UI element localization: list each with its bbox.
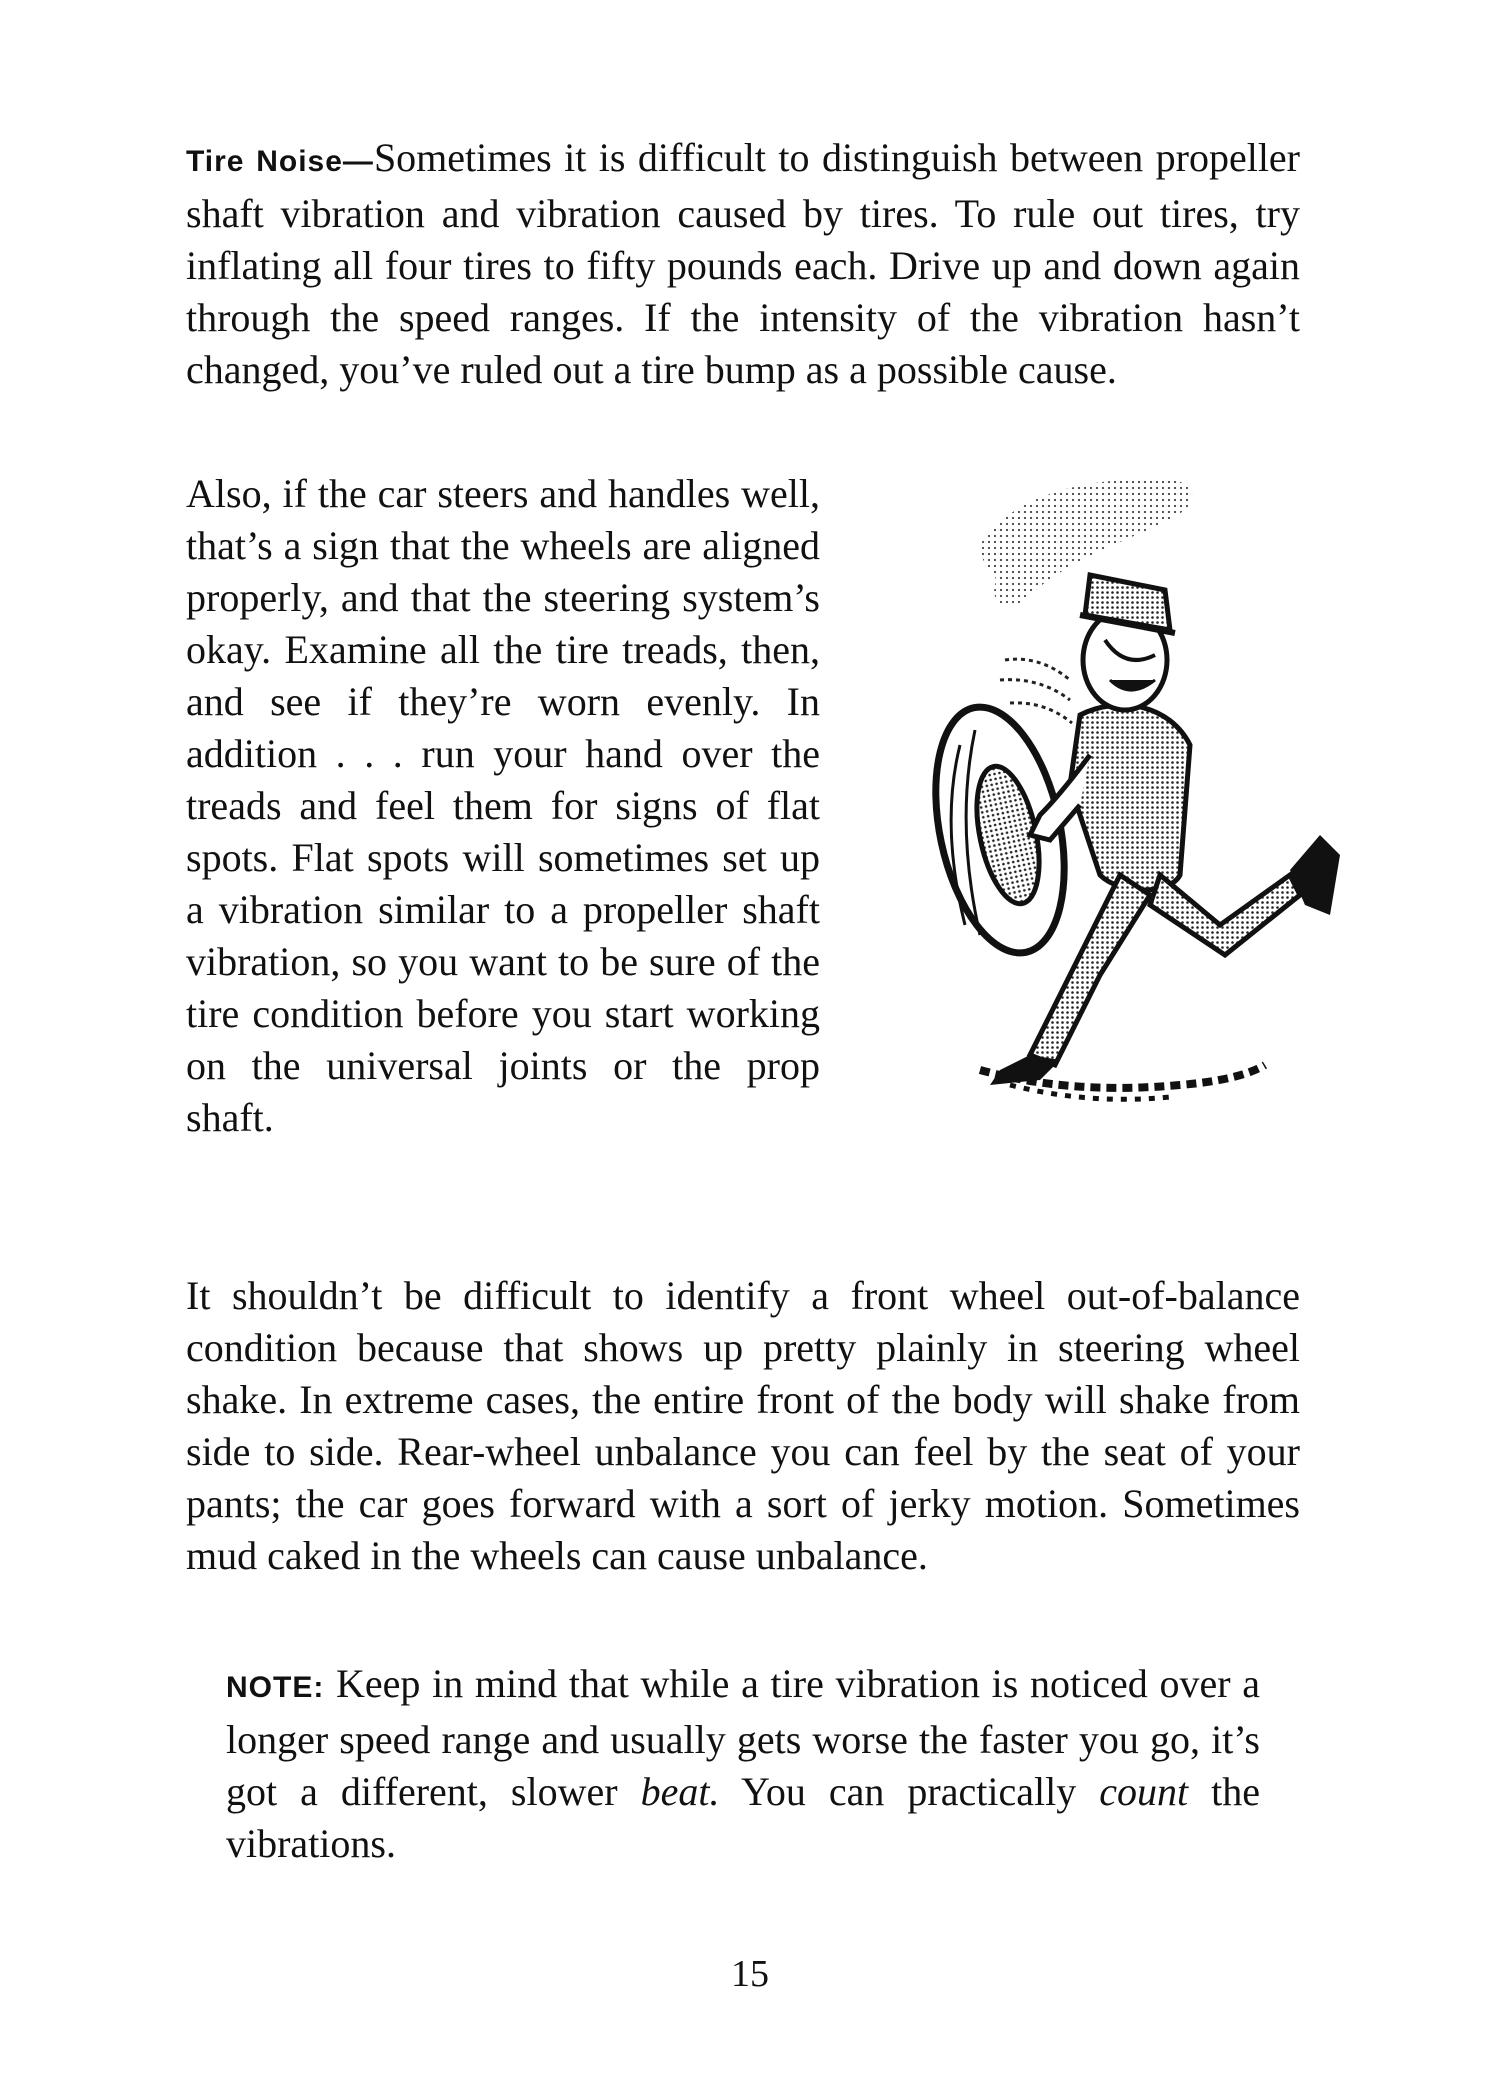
note-text: the vibrations. [226,1769,1260,1866]
paragraph-tire-noise [186,132,1300,396]
paragraph-text: It shouldn’t be difficult to identify a front wheel out-of-balance condition because that shows up pretty plainly in steering wheel shake. In extreme cases, the entire front of the body will shake from side to side. Rear-wheel unbalance you can feel by the seat of your pants; the car goes forward with a sort of jerky motion. Sometimes mud caked in the wheels can cause unbalance. [186,1273,1300,1578]
paragraph-text: Also, if the car steers and handles well, that’s a sign that the wheels are aligned properly, and that the steering system’s okay. Examine all the tire treads, then, and see if they’re worn evenly. In addition . . . run your hand over the treads and feel them for signs of flat spots. Flat spots will sometimes set up a vibration similar to a propeller shaft vibration, so you want to be sure of the tire condition before you start working on the universal joints or the prop shaft. [186,471,820,1140]
note-emphasis-count: count [1099,1769,1189,1814]
page-number: 15 [731,1953,769,1995]
running-mechanic-with-tire-icon [920,455,1380,1105]
note-label: NOTE: [226,1671,325,1704]
section-lead-tire-noise: Tire Noise— [186,145,374,178]
note-emphasis-beat: beat. [640,1769,720,1814]
paragraph-steering [186,468,820,1144]
paragraph-wheel-balance [186,1270,1300,1582]
note-text: Keep in mind that while a tire vibration is noticed over a longer speed range and usually gets worse the faster you go, it’s got a different, slower [226,1661,1260,1814]
note-paragraph [226,1658,1260,1870]
paragraph-text: Sometimes it is difficult to distinguish between propeller shaft vibration and vibration caused by tires. To rule out tires, try inflating all four tires to fifty pounds each. Drive up and down again through the speed ranges. If the intensity of the vibration hasn’t changed, you’ve ruled out a tire bump as a possible cause. [186,135,1301,392]
note-text: You can practically [719,1769,1100,1814]
